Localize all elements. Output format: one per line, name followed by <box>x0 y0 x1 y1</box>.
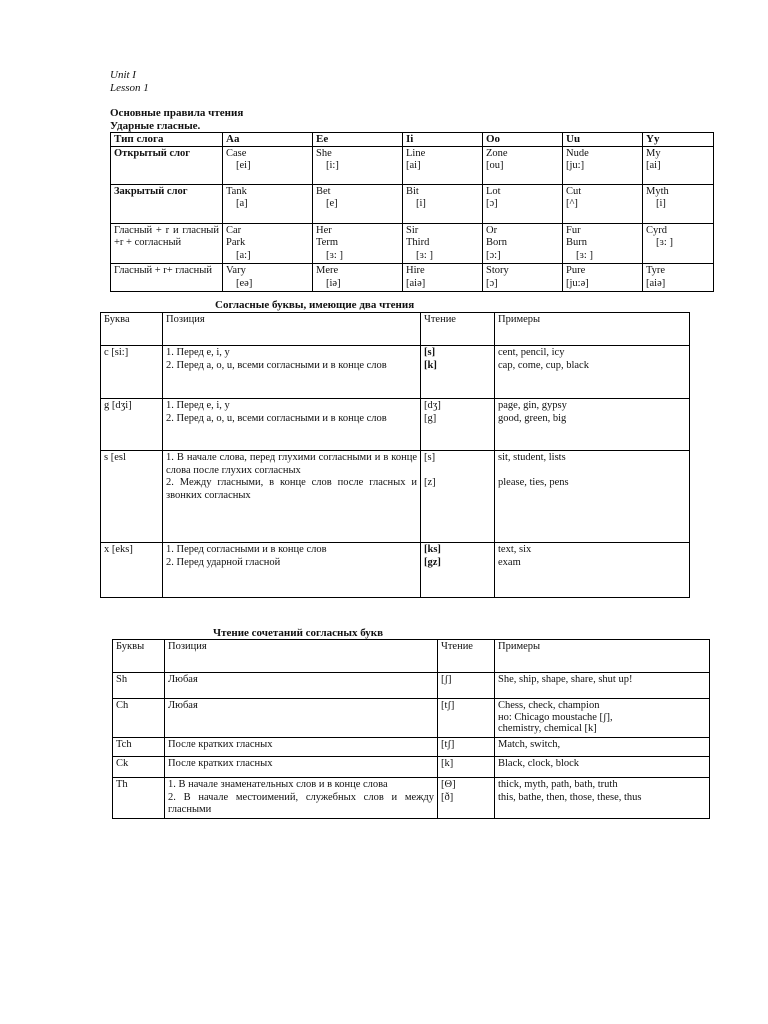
header-position: Позиция <box>163 313 421 346</box>
letter-cell: g [dʒi] <box>101 399 163 451</box>
examples-cell: Match, switch, <box>495 738 710 757</box>
position-cell: Любая <box>165 699 438 738</box>
table-cell: Nude [ju:] <box>563 146 643 184</box>
table-cell: Myth [i] <box>643 184 714 223</box>
reading-cell: [tʃ] <box>438 699 495 738</box>
table-cell: She [i:] <box>313 146 403 184</box>
table-cell: My [ai] <box>643 146 714 184</box>
position-cell: 1. Перед согласными и в конце слов 2. Перед ударной гласной <box>163 543 421 598</box>
header-examples: Примеры <box>495 640 710 673</box>
table-cell: Cut [^] <box>563 184 643 223</box>
table-row <box>101 399 690 451</box>
examples-cell: She, ship, shape, share, shut up! <box>495 673 710 699</box>
section-subtitle: Ударные гласные. <box>110 120 201 132</box>
table-cell: Bit [i] <box>403 184 483 223</box>
table-row <box>111 146 714 184</box>
table-cell: Mere [iə] <box>313 264 403 292</box>
table-cell: Zone [ou] <box>483 146 563 184</box>
lesson-label: Lesson 1 <box>110 82 149 94</box>
letters-cell: Th <box>113 778 165 819</box>
consonants-title: Согласные буквы, имеющие два чтения <box>215 299 415 311</box>
table-cell: Cyrd [ɜ: ] <box>643 223 714 264</box>
reading-cell: [s] [k] <box>421 346 495 399</box>
header-examples: Примеры <box>495 313 690 346</box>
letter-cell: x [eks] <box>101 543 163 598</box>
table-row <box>113 757 710 778</box>
combos-table <box>112 639 710 819</box>
table-cell: Or Born [ɔ:] <box>483 223 563 264</box>
row-label: Закрытый слог <box>111 184 223 223</box>
reading-cell: [Θ] [ð] <box>438 778 495 819</box>
letters-cell: Ch <box>113 699 165 738</box>
consonants-header-row <box>101 313 690 346</box>
table-cell: Sir Third [ɜ: ] <box>403 223 483 264</box>
position-cell: После кратких гласных <box>165 757 438 778</box>
table-row <box>111 264 714 292</box>
header-reading: Чтение <box>421 313 495 346</box>
table-row <box>101 451 690 543</box>
table-row <box>101 543 690 598</box>
table-cell: Pure [ju:ə] <box>563 264 643 292</box>
examples-cell: cent, pencil, icy cap, come, cup, black <box>495 346 690 399</box>
combos-header-row <box>113 640 710 673</box>
examples-cell: thick, myth, path, bath, truth this, bathe, then, those, these, thus <box>495 778 710 819</box>
table-cell: Hire [aiə] <box>403 264 483 292</box>
letter-cell: c [si:] <box>101 346 163 399</box>
header-uu: Uu <box>563 133 643 147</box>
table-cell: Vary [eə] <box>223 264 313 292</box>
position-cell: Любая <box>165 673 438 699</box>
header-reading: Чтение <box>438 640 495 673</box>
table-row <box>111 223 714 264</box>
combos-title: Чтение сочетаний согласных букв <box>213 627 384 639</box>
header-letters: Буквы <box>113 640 165 673</box>
table-row <box>113 738 710 757</box>
letter-cell: s [esl <box>101 451 163 543</box>
examples-cell: sit, student, lists please, ties, pens <box>495 451 690 543</box>
reading-cell: [tʃ] <box>438 738 495 757</box>
table-cell: Lot [ɔ] <box>483 184 563 223</box>
table-cell: Story [ɔ] <box>483 264 563 292</box>
header-oo: Oo <box>483 133 563 147</box>
examples-cell: text, six exam <box>495 543 690 598</box>
table-row <box>111 184 714 223</box>
table-cell: Car Park [a:] <box>223 223 313 264</box>
vowels-header-row <box>111 133 714 147</box>
reading-cell: [k] <box>438 757 495 778</box>
table-row <box>113 778 710 819</box>
letters-cell: Tch <box>113 738 165 757</box>
header-position: Позиция <box>165 640 438 673</box>
position-cell: 1. В начале знаменательных слов и в конце слова 2. В начале местоимений, служебных слов и между гласными <box>165 778 438 819</box>
reading-cell: [s] [z] <box>421 451 495 543</box>
header-ee: Ee <box>313 133 403 147</box>
row-label: Открытый слог <box>111 146 223 184</box>
position-cell: 1. В начале слова, перед глухими согласными и в конце слова после глухих согласных 2. Между гласными, в конце слов после гласных и звонких согласных <box>163 451 421 543</box>
reading-cell: [ʃ] <box>438 673 495 699</box>
table-row <box>101 346 690 399</box>
table-cell: Line [ai] <box>403 146 483 184</box>
header-letter: Буква <box>101 313 163 346</box>
examples-cell: page, gin, gypsy good, green, big <box>495 399 690 451</box>
reading-cell: [ks] [gz] <box>421 543 495 598</box>
letters-cell: Ck <box>113 757 165 778</box>
table-cell: Tyre [aiə] <box>643 264 714 292</box>
table-cell: Fur Burn [ɜ: ] <box>563 223 643 264</box>
section-title: Основные правила чтения <box>110 107 244 119</box>
position-cell: После кратких гласных <box>165 738 438 757</box>
table-cell: Her Term [ɜ: ] <box>313 223 403 264</box>
reading-cell: [dʒ] [g] <box>421 399 495 451</box>
consonants-table <box>100 312 690 598</box>
position-cell: 1. Перед e, i, y 2. Перед a, o, u, всеми согласными и в конце слов <box>163 399 421 451</box>
table-cell: Case [ei] <box>223 146 313 184</box>
header-yy: Yy <box>643 133 714 147</box>
table-cell: Tank [a] <box>223 184 313 223</box>
table-row <box>113 673 710 699</box>
header-aa: Aa <box>223 133 313 147</box>
row-label: Гласный + r+ гласный <box>111 264 223 292</box>
header-ii: Ii <box>403 133 483 147</box>
examples-cell: Black, clock, block <box>495 757 710 778</box>
letters-cell: Sh <box>113 673 165 699</box>
position-cell: 1. Перед e, i, y 2. Перед a, o, u, всеми согласными и в конце слов <box>163 346 421 399</box>
header-syllable-type: Тип слога <box>111 133 223 147</box>
row-label: Гласный + r и гласный +r + согласный <box>111 223 223 264</box>
table-cell: Bet [e] <box>313 184 403 223</box>
unit-label: Unit I <box>110 69 136 81</box>
vowels-table <box>110 132 714 292</box>
examples-cell: Chess, check, champion но: Chicago moustache [ʃ], chemistry, chemical [k] <box>495 699 710 738</box>
table-row <box>113 699 710 738</box>
